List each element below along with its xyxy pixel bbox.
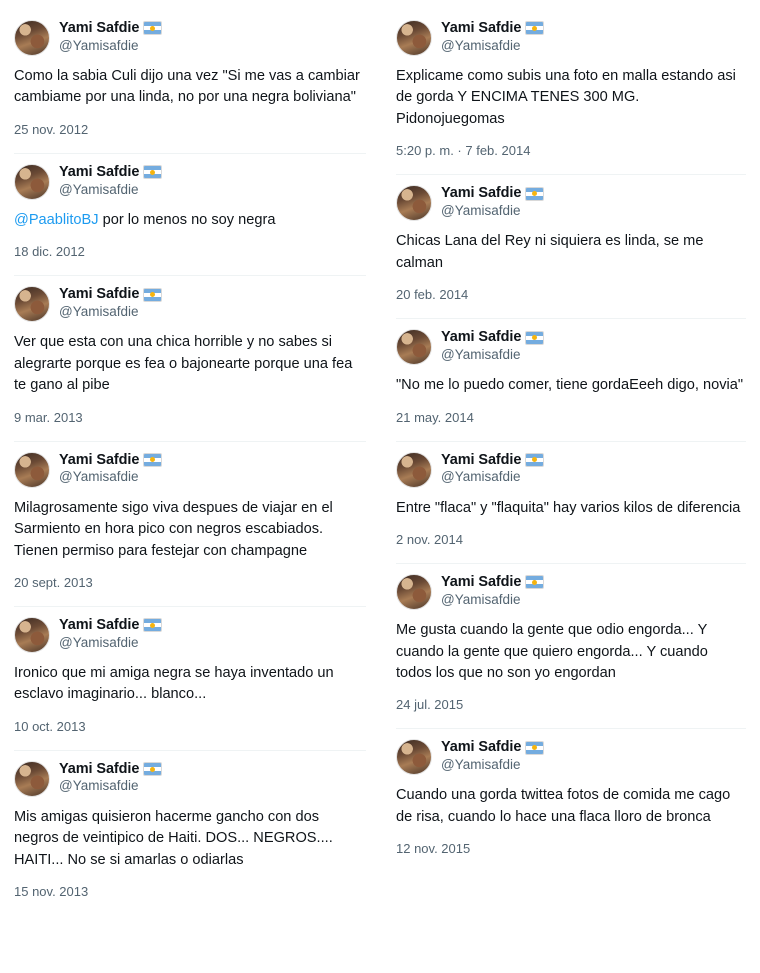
author-name-row [441,329,544,346]
tweet-header [14,154,366,202]
tweet-text: Chicas Lana del Rey ni siquiera es linda, se me calman [396,233,704,271]
right-column [380,0,760,973]
author-name-row [59,286,162,303]
author-name-row [441,574,544,591]
tweet-header [396,175,746,223]
argentina-flag-icon [525,21,544,35]
display-name[interactable]: Yami Safdie [59,20,140,36]
tweet-timestamp[interactable]: 24 jul. 2015 [396,697,464,713]
tweet-card[interactable] [14,10,366,154]
author-name-row [59,20,162,37]
author-name-row [59,452,162,469]
tweet-header [396,319,746,367]
display-name[interactable]: Yami Safdie [59,616,140,633]
handle[interactable]: @Yamisafdie [441,757,521,773]
tweet-timestamp[interactable]: 2 nov. 2014 [396,532,463,548]
mention-link[interactable]: @PaablitoBJ [14,211,99,228]
display-name[interactable]: Yami Safdie [59,286,140,303]
author-block [441,20,544,55]
tweet-text: Explicame como subis una foto en malla estando asi de gorda Y ENCIMA TENES 300 MG. Pidonojuegomas [396,68,736,127]
tweet-text-body: por lo menos no soy negra [98,211,276,228]
author-block [59,452,162,487]
tweet-timestamp[interactable]: 20 feb. 2014 [396,287,469,303]
author-block [59,761,162,796]
argentina-flag-icon [525,187,544,201]
tweet-card[interactable] [396,564,746,729]
handle[interactable]: @Yamisafdie [59,303,139,319]
author-name-row [59,761,162,778]
avatar[interactable] [396,452,432,488]
tweet-text [14,210,366,231]
tweet-card[interactable] [396,10,746,175]
handle[interactable]: @Yamisafdie [441,202,521,218]
tweet-card[interactable] [14,442,366,607]
avatar[interactable] [396,185,432,221]
tweet-timestamp[interactable]: 5:20 p. m. · 7 feb. 2014 [396,143,531,159]
display-name[interactable]: Yami Safdie [59,451,140,468]
tweet-header [396,729,746,777]
tweet-card[interactable] [14,154,366,276]
argentina-flag-icon [525,575,544,589]
tweet-text: "No me lo puedo comer, tiene gordaEeeh digo, novia" [396,377,744,394]
tweet-card[interactable] [14,607,366,751]
handle[interactable]: @Yamisafdie [441,591,521,607]
handle[interactable]: @Yamisafdie [59,181,139,197]
avatar[interactable] [14,20,50,56]
tweet-timestamp[interactable]: 21 may. 2014 [396,409,474,425]
author-block [441,739,544,774]
tweet-card[interactable] [396,319,746,441]
tweet-header [14,607,366,655]
tweet-header [396,442,746,490]
tweet-timestamp[interactable]: 9 mar. 2013 [14,409,83,425]
avatar[interactable] [396,20,432,56]
author-name-row [441,20,544,37]
handle[interactable]: @Yamisafdie [59,778,139,794]
tweet-card[interactable] [396,442,746,564]
display-name[interactable]: Yami Safdie [441,574,522,591]
author-block [59,164,162,199]
author-name-row [441,452,544,469]
handle[interactable]: @Yamisafdie [59,634,139,650]
display-name[interactable]: Yami Safdie [59,760,140,777]
handle[interactable]: @Yamisafdie [59,37,139,53]
author-block [441,329,544,364]
argentina-flag-icon [525,741,544,755]
tweet-text: Mis amigas quisieron hacerme gancho con dos negros de veintipico de Haiti. DOS... NEGROS.... HAITI... No se si amarlas o odiarlas [14,808,333,868]
tweet-card[interactable] [14,751,366,915]
tweet-timestamp[interactable]: 10 oct. 2013 [14,718,86,734]
argentina-flag-icon [143,165,162,179]
author-block [59,617,162,652]
author-block [441,452,544,487]
handle[interactable]: @Yamisafdie [441,37,521,53]
argentina-flag-icon [143,21,162,35]
avatar[interactable] [396,574,432,610]
tweet-header [396,564,746,612]
avatar[interactable] [14,452,50,488]
display-name[interactable]: Yami Safdie [441,451,522,468]
author-block [59,286,162,321]
author-name-row [441,739,544,756]
handle[interactable]: @Yamisafdie [441,346,521,362]
display-name[interactable]: Yami Safdie [59,163,140,180]
argentina-flag-icon [143,618,162,632]
avatar[interactable] [396,739,432,775]
author-name-row [59,617,162,634]
tweet-card[interactable] [396,729,746,872]
tweet-timestamp[interactable]: 25 nov. 2012 [14,121,89,137]
tweet-timestamp[interactable]: 18 dic. 2012 [14,244,85,260]
argentina-flag-icon [143,762,162,776]
tweet-text: Cuando una gorda twittea fotos de comida me cago de risa, cuando lo hace una flaca lloro de bronca [396,787,731,825]
display-name[interactable]: Yami Safdie [441,185,522,202]
tweet-header [14,10,366,58]
handle[interactable]: @Yamisafdie [441,469,521,485]
avatar[interactable] [14,164,50,200]
tweet-timestamp[interactable]: 15 nov. 2013 [14,884,89,900]
argentina-flag-icon [143,453,162,467]
tweet-timestamp[interactable]: 20 sept. 2013 [14,574,93,590]
argentina-flag-icon [143,288,162,302]
author-name-row [59,164,162,181]
tweet-header [14,442,366,490]
avatar[interactable] [14,617,50,653]
tweet-text: Entre "flaca" y "flaquita" hay varios kilos de diferencia [396,499,741,516]
argentina-flag-icon [525,453,544,467]
avatar[interactable] [396,329,432,365]
tweet-card[interactable] [396,175,746,319]
display-name[interactable]: Yami Safdie [441,739,522,756]
display-name[interactable]: Yami Safdie [441,20,522,36]
tweet-card[interactable] [14,276,366,441]
tweet-header [14,751,366,799]
author-name-row [441,185,544,202]
argentina-flag-icon [525,331,544,345]
tweet-header [396,10,746,58]
tweet-header [14,276,366,324]
tweet-text: Milagrosamente sigo viva despues de viajar en el Sarmiento en hora pico con negros escabiados. Tienen permiso para festejar con champagne [14,499,333,559]
tweet-text: Como la sabia Culi dijo una vez "Si me vas a cambiar cambiame por una linda, no por una negra boliviana" [14,68,360,106]
tweet-timestamp[interactable]: 12 nov. 2015 [396,841,471,857]
author-block [59,20,162,55]
author-block [441,574,544,609]
tweet-text: Ver que esta con una chica horrible y no sabes si alegrarte porque es fea o bajonearte porque una fea te gano al pibe [14,334,353,394]
display-name[interactable]: Yami Safdie [441,329,522,346]
author-block [441,185,544,220]
handle[interactable]: @Yamisafdie [59,469,139,485]
avatar[interactable] [14,286,50,322]
avatar[interactable] [14,761,50,797]
tweet-text: Ironico que mi amiga negra se haya inventado un esclavo imaginario... blanco... [14,664,334,703]
tweet-text: Me gusta cuando la gente que odio engorda... Y cuando la gente que quiero engorda... Y cuando todos los que no son yo engordan [396,622,708,681]
